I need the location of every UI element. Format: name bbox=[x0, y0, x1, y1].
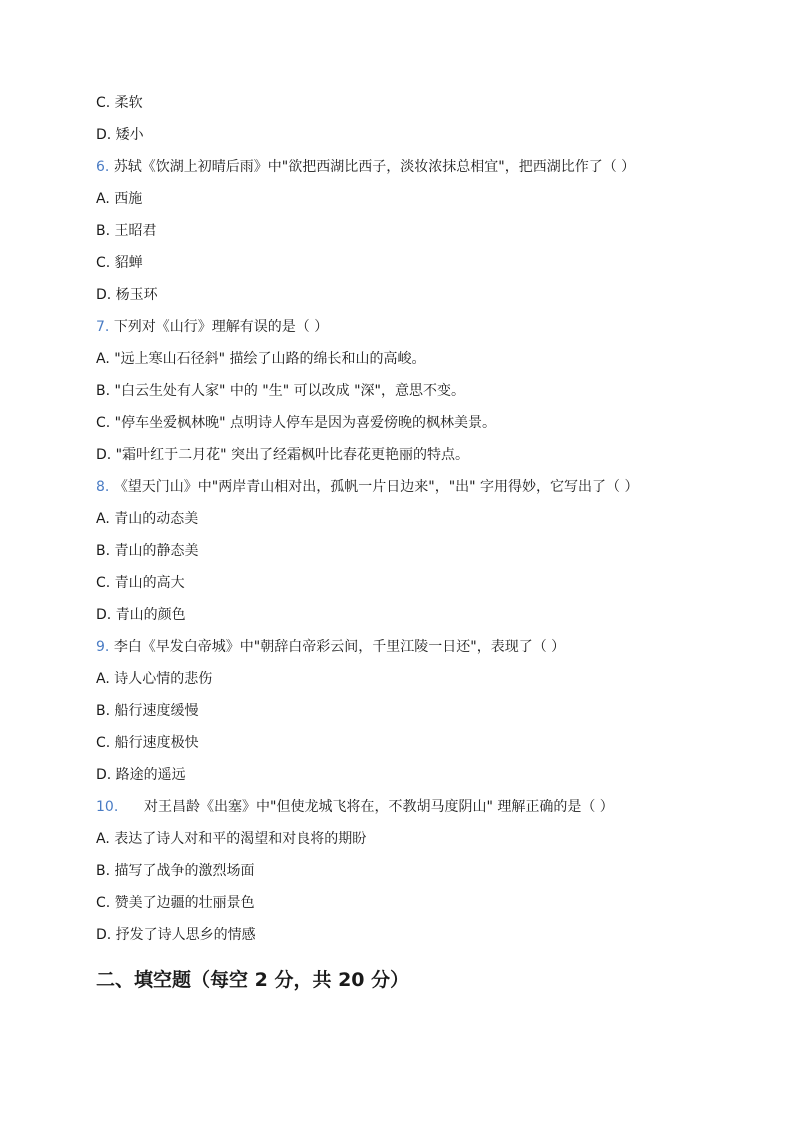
option-text: A. 青山的动态美 bbox=[96, 511, 199, 527]
option-b-q7 bbox=[96, 382, 465, 400]
section-heading: 二、填空题（每空 2 分，共 20 分） bbox=[96, 969, 410, 991]
question-number: 7. bbox=[96, 319, 110, 335]
option-text: B. 王昭君 bbox=[96, 223, 157, 239]
option-c-q10 bbox=[96, 894, 255, 912]
option-text: B. 船行速度缓慢 bbox=[96, 703, 199, 719]
option-text: B. 描写了战争的激烈场面 bbox=[96, 863, 255, 879]
option-c-q9 bbox=[96, 734, 199, 752]
option-d-q6 bbox=[96, 286, 158, 304]
question-text: 李白《早发白帝城》中"朝辞白帝彩云间，千里江陵一日还"，表现了（ ） bbox=[113, 639, 566, 655]
option-text: C. 柔软 bbox=[96, 95, 143, 111]
question-number: 6. bbox=[96, 159, 110, 175]
option-text: D. 青山的颜色 bbox=[96, 607, 186, 623]
option-text: C. "停车坐爱枫林晚" 点明诗人停车是因为喜爱傍晚的枫林美景。 bbox=[96, 415, 497, 431]
question-10 bbox=[96, 798, 614, 816]
option-text: C. 赞美了边疆的壮丽景色 bbox=[96, 895, 255, 911]
option-text: A. 表达了诗人对和平的渴望和对良将的期盼 bbox=[96, 831, 367, 847]
question-8 bbox=[96, 478, 638, 496]
option-text: A. 西施 bbox=[96, 191, 143, 207]
option-c-q7 bbox=[96, 414, 496, 432]
option-text: D. "霜叶红于二月花" 突出了经霜枫叶比春花更艳丽的特点。 bbox=[96, 447, 470, 463]
option-a-q6 bbox=[96, 190, 142, 208]
option-b-q8 bbox=[96, 542, 199, 560]
option-b-q6 bbox=[96, 222, 157, 240]
option-d-q7 bbox=[96, 446, 469, 464]
question-text: 《望天门山》中"两岸青山相对出，孤帆一片日边来"，"出" 字用得妙，它写出了（ ） bbox=[113, 479, 639, 495]
option-text: D. 路途的遥远 bbox=[96, 767, 186, 783]
question-number: 10. bbox=[96, 799, 119, 815]
question-number: 8. bbox=[96, 479, 110, 495]
option-a-q7 bbox=[96, 350, 426, 368]
option-c-q8 bbox=[96, 574, 185, 592]
option-d-q8 bbox=[96, 606, 186, 624]
option-b-q10 bbox=[96, 862, 255, 880]
question-text: 下列对《山行》理解有误的是（ ） bbox=[113, 319, 329, 335]
option-c-q5 bbox=[96, 94, 143, 112]
option-text: D. 矮小 bbox=[96, 127, 144, 143]
option-text: A. "远上寒山石径斜" 描绘了山路的绵长和山的高峻。 bbox=[96, 351, 426, 367]
option-text: B. 青山的静态美 bbox=[96, 543, 199, 559]
question-text: 苏轼《饮湖上初晴后雨》中"欲把西湖比西子，淡妆浓抹总相宜"，把西湖比作了（ ） bbox=[113, 159, 636, 175]
option-d-q9 bbox=[96, 766, 186, 784]
option-c-q6 bbox=[96, 254, 143, 272]
question-7 bbox=[96, 318, 328, 336]
option-text: C. 船行速度极快 bbox=[96, 735, 199, 751]
question-9 bbox=[96, 638, 565, 656]
option-b-q9 bbox=[96, 702, 199, 720]
option-a-q10 bbox=[96, 830, 366, 848]
option-text: A. 诗人心情的悲伤 bbox=[96, 671, 213, 687]
option-text: D. 杨玉环 bbox=[96, 287, 158, 303]
option-text: B. "白云生处有人家" 中的 "生" 可以改成 "深"，意思不变。 bbox=[96, 383, 465, 399]
option-d-q5 bbox=[96, 126, 144, 144]
option-text: D. 抒发了诗人思乡的情感 bbox=[96, 927, 256, 943]
option-text: C. 貂蝉 bbox=[96, 255, 143, 271]
question-text: 对王昌龄《出塞》中"但使龙城飞将在，不教胡马度阴山" 理解正确的是（ ） bbox=[144, 799, 614, 815]
option-d-q10 bbox=[96, 926, 256, 944]
option-a-q9 bbox=[96, 670, 212, 688]
question-6 bbox=[96, 158, 635, 176]
option-a-q8 bbox=[96, 510, 198, 528]
option-text: C. 青山的高大 bbox=[96, 575, 185, 591]
question-number: 9. bbox=[96, 639, 110, 655]
